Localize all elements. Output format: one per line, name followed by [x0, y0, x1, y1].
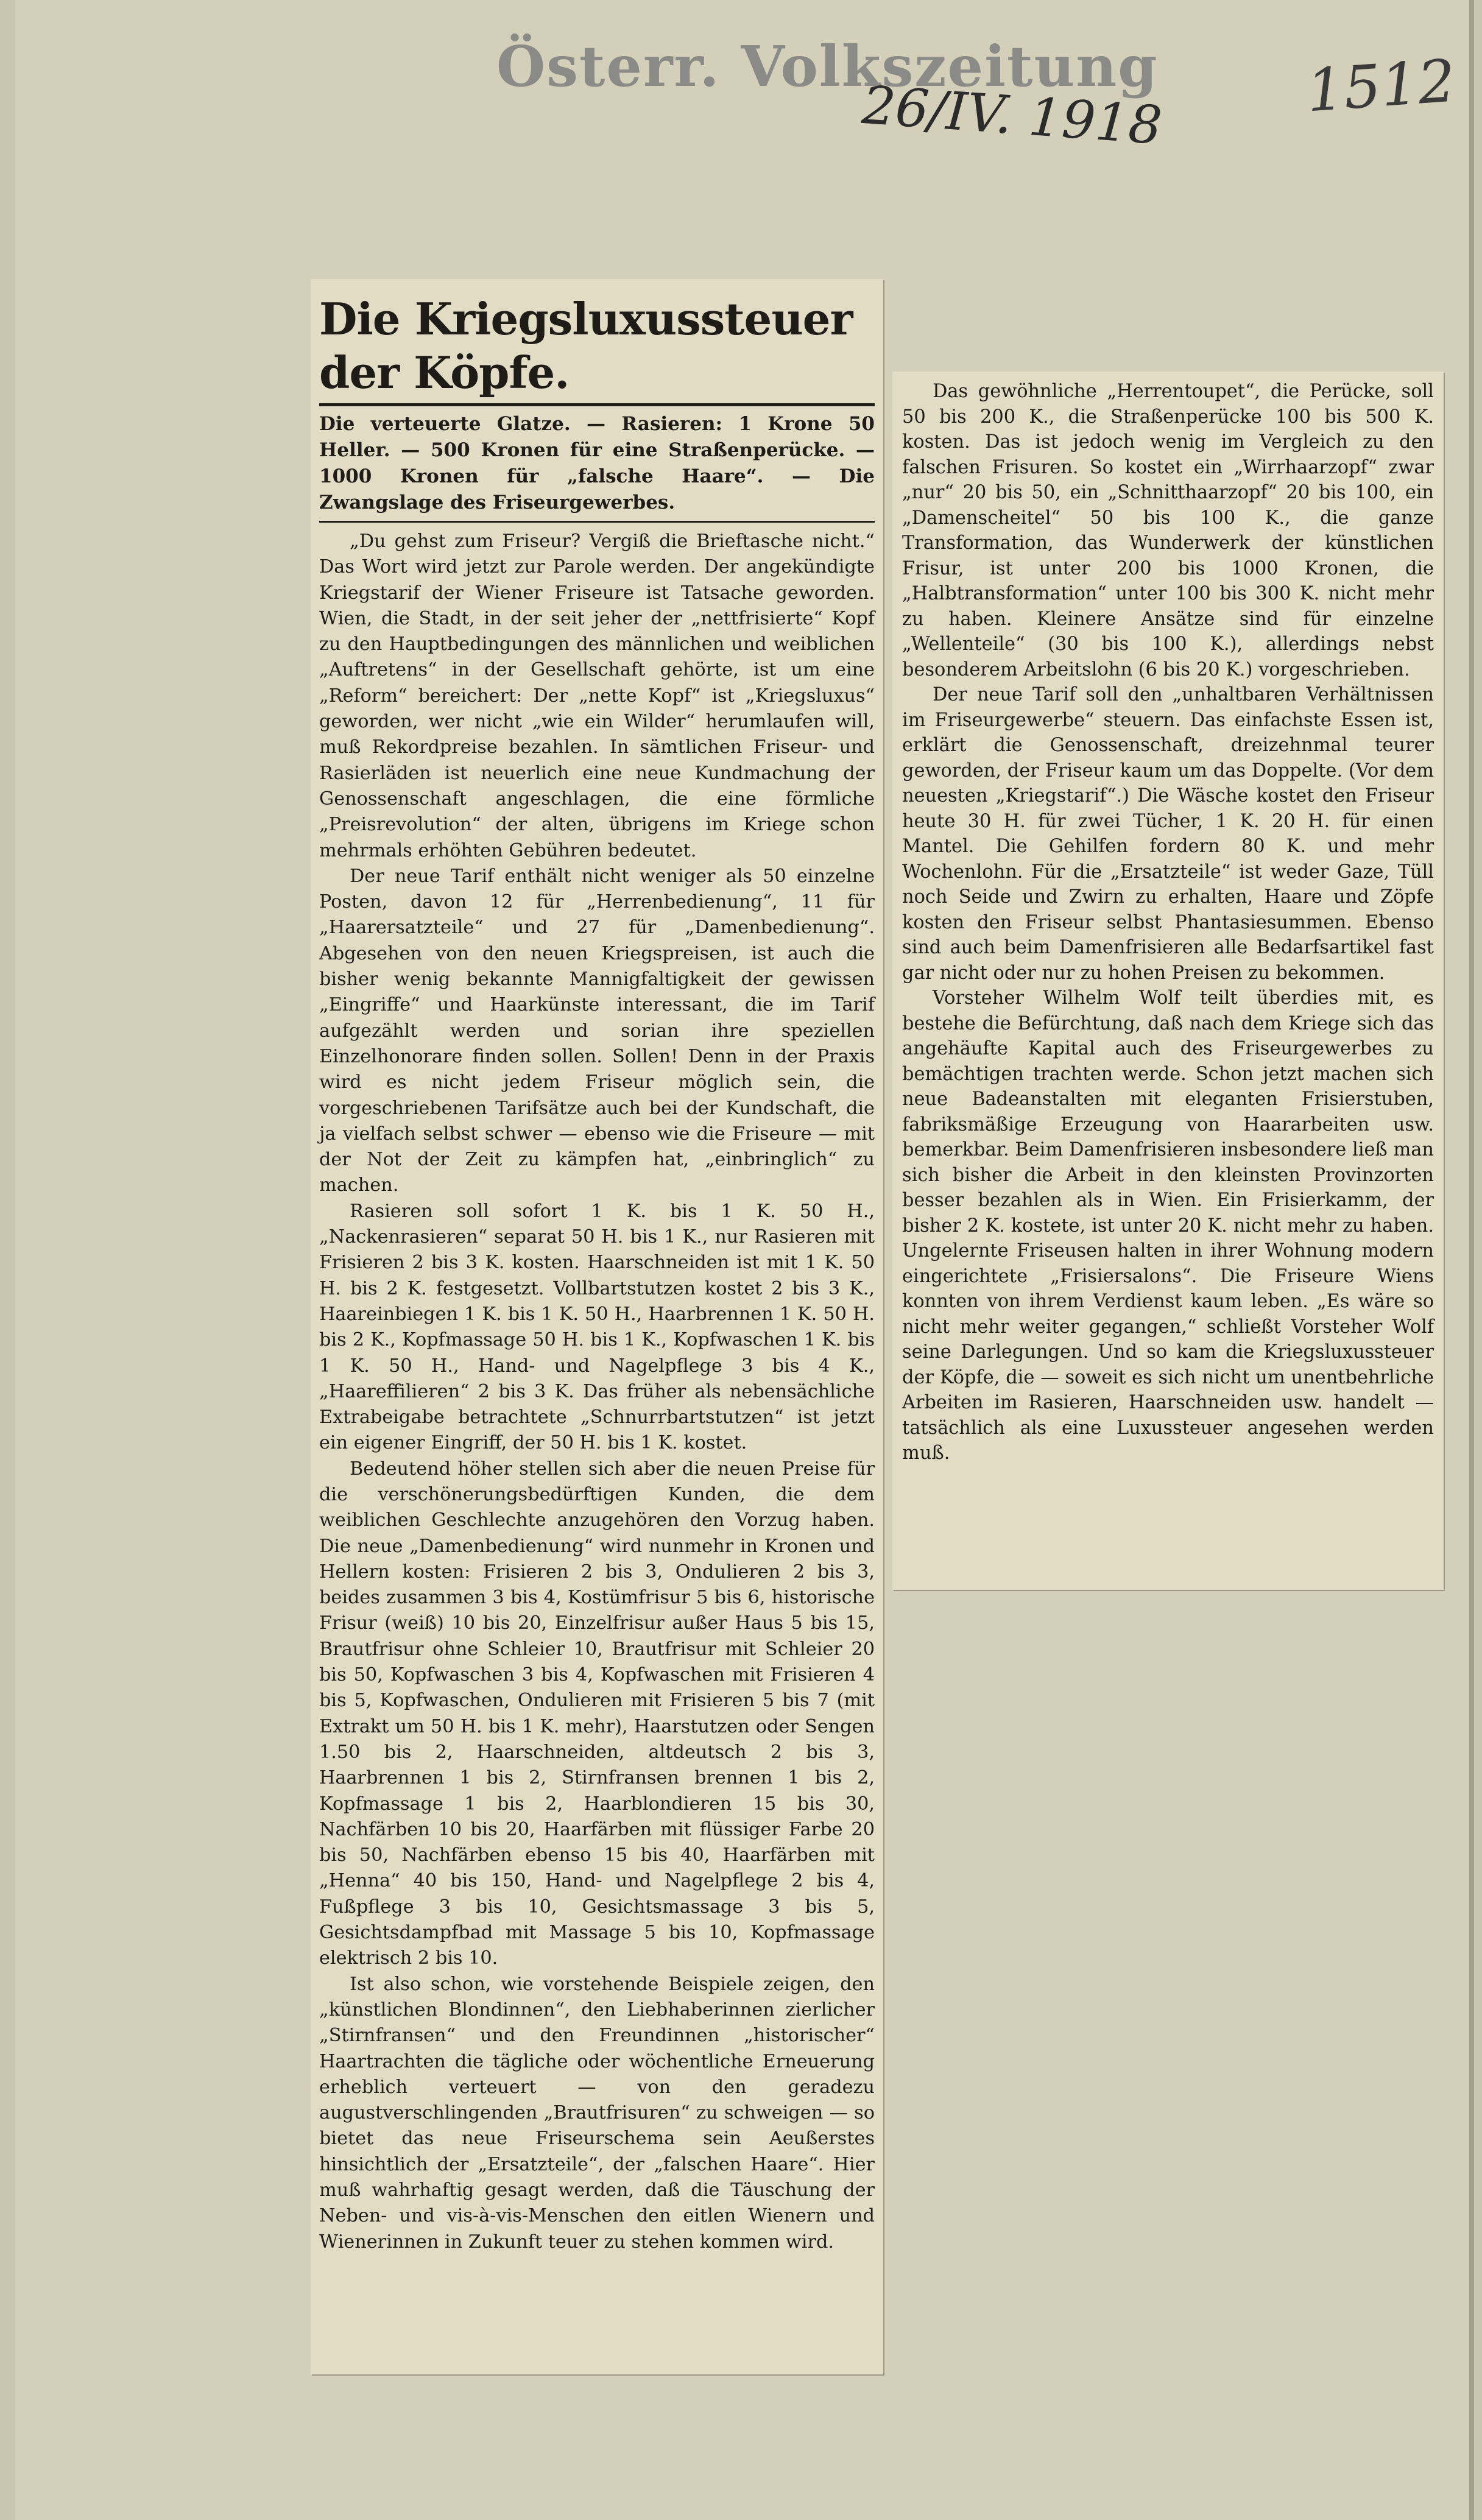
paragraph: Der neue Tarif enthält nicht weniger als 50 einzelne Posten, davon 12 für „Herrenbedienung“, 11 für „Haarersatzteile“ und 27 für „Damenbedienung“. Abgesehen von den neuen Kriegspreisen, ist auch die bisher wenig bekannte Mannigfaltigkeit der gewissen „Eingriffe“ und Haarkünste interessant, die im Tarif aufgezählt werden und sorian ihre speziellen Einzelhonorare finden sollen. Sollen! Denn in der Praxis wird es nicht jedem Friseur möglich sein, die vorgeschriebenen Tarifsätze auch bei der Kundschaft, die ja vielfach selbst schwer — ebenso wie die Friseure — mit der Not der Zeit zu kämpfen hat, „einbringlich“ zu machen.: [319, 865, 875, 1196]
article-body-col1: [319, 529, 875, 2255]
paragraph: Bedeutend höher stellen sich aber die neuen Preise für die verschönerungsbedürftigen Kunden, die dem weiblichen Geschlechte anzugehören den Vorzug haben. Die neue „Damenbedienung“ wird nunmehr in Kronen und Hellern kosten: Frisieren 2 bis 3, Ondulieren 2 bis 3, beides zusammen 3 bis 4, Kostümfrisur 5 bis 6, historische Frisur (weiß) 10 bis 20, Einzelfrisur außer Haus 5 bis 15, Brautfrisur ohne Schleier 10, Brautfrisur mit Schleier 20 bis 50, Kopfwaschen 3 bis 4, Kopfwaschen mit Frisieren 4 bis 5, Kopfwaschen, Ondulieren mit Frisieren 5 bis 7 (mit Extrakt um 50 H. bis 1 K. mehr), Haarstutzen oder Sengen 1.50 bis 2, Haarschneiden, altdeutsch 2 bis 3, Haarbrennen 1 bis 2, Stirnfransen brennen 1 bis 2, Kopfmassage 1 bis 2, Haarblondieren 15 bis 30, Nachfärben 10 bis 20, Haarfärben mit flüssiger Farbe 20 bis 50, Nachfärben ebenso 15 bis 40, Haarfärben mit „Henna“ 40 bis 150, Hand- und Nagelpflege 2 bis 4, Fußpflege 3 bis 10, Gesichtsmassage 3 bis 5, Gesichtsdampfbad mit Massage 5 bis 10, Kopfmassage elektrisch 2 bis 10.: [319, 1458, 875, 1969]
article-body-col2: [902, 379, 1434, 1466]
clipping-column-1: [311, 279, 883, 2374]
handwritten-date: 26/IV. 1918: [860, 74, 1164, 157]
paragraph: Rasieren soll sofort 1 K. bis 1 K. 50 H., „Nackenrasieren“ separat 50 H. bis 1 K., nur Rasieren mit Frisieren 2 bis 3 K. kosten. Haarschneiden ist mit 1 K. 50 H. bis 2 K. festgesetzt. Vollbartstutzen kostet 2 bis 3 K., Haareinbiegen 1 K. bis 1 K. 50 H., Haarbrennen 1 K. 50 H. bis 2 K., Kopfmassage 50 H. bis 1 K., Kopfwaschen 1 K. bis 1 K. 50 H., Hand- und Nagelpflege 3 bis 4 K., „Haareffilieren“ 2 bis 3 K. Das früher als nebensächliche Extrabeigabe betrachtete „Schnurrbartstutzen“ ist jetzt ein eigener Eingriff, der 50 H. bis 1 K. kostet.: [319, 1200, 875, 1454]
paragraph: Vorsteher Wilhelm Wolf teilt überdies mit, es bestehe die Befürchtung, daß nach dem Kriege sich das angehäufte Kapital auch des Friseurgewerbes zu bemächtigen trachten werde. Schon jetzt machen sich neue Badeanstalten mit eleganten Frisierstuben, fabriksmäßige Erzeugung von Haararbeiten usw. bemerkbar. Beim Damenfrisieren insbesondere ließ man sich bisher die Arbeit in den kleinsten Provinzorten besser bezahlen als in Wien. Ein Frisierkamm, der bisher 2 K. kostete, ist unter 20 K. nicht mehr zu haben. Ungelernte Friseusen halten in ihrer Wohnung modern eingerichtete „Frisiersalons“. Die Friseure Wiens konnten von ihrem Verdienst kaum leben. „Es wäre so nicht mehr weiter gegangen,“ schließt Vorsteher Wolf seine Darlegungen. Und so kam die Kriegsluxussteuer der Köpfe, die — soweit es sich nicht um unentbehrliche Arbeiten im Rasieren, Haarschneiden usw. handelt — tatsächlich als eine Luxussteuer angesehen werden muß.: [902, 987, 1434, 1464]
clipping-column-2: [892, 372, 1444, 1590]
article-headline: Die Kriegsluxussteuer der Köpfe.: [319, 292, 875, 406]
archive-number: 1512: [1304, 46, 1458, 125]
paragraph: Der neue Tarif soll den „unhaltbaren Verhältnissen im Friseurgewerbe“ steuern. Das einfachste Essen ist, erklärt die Genossenschaft, dreizehnmal teurer geworden, der Friseur kaum um das Doppelte. (Vor dem neuesten „Kriegstarif“.) Die Wäsche kostet den Friseur heute 30 H. für zwei Tücher, 1 K. 20 H. für einen Mantel. Die Gehilfen fordern 80 K. und mehr Wochenlohn. Für die „Ersatzteile“ ist weder Gaze, Tüll noch Seide und Zwirn zu erhalten, Haare und Zöpfe kosten den Friseur selbst Phantasiesummen. Ebenso sind auch beim Damenfrisieren alle Bedarfsartikel fast gar nicht oder nur zu hohen Preisen zu bekommen.: [902, 684, 1434, 984]
newspaper-stamp: Österr. Volkszeitung: [496, 34, 1159, 99]
paragraph: Ist also schon, wie vorstehende Beispiele zeigen, den „künstlichen Blondinnen“, den Liebhaberinnen zierlicher „Stirnfransen“ und den Freundinnen „historischer“ Haartrachten die tägliche oder wöchentliche Erneuerung erheblich verteuert — von den geradezu augustverschlingenden „Brautfrisuren“ zu schweigen — so bietet das neue Friseurschema sein Aeußerstes hinsichtlich der „Ersatzteile“, der „falschen Haare“. Hier muß wahrhaftig gesagt werden, daß die Täuschung der Neben- und vis-à-vis-Menschen den eitlen Wienern und Wienerinnen in Zukunft teuer zu stehen kommen wird.: [319, 1973, 875, 2253]
article-subheadline: Die verteuerte Glatze. — Rasieren: 1 Krone 50 Heller. — 500 Kronen für eine Straßenperücke. — 1000 Kronen für „falsche Haare“. — Die Zwangslage des Friseurgewerbes.: [319, 411, 875, 523]
paragraph: „Du gehst zum Friseur? Vergiß die Brieftasche nicht.“ Das Wort wird jetzt zur Parole werden. Der angekündigte Kriegstarif der Wiener Friseure ist Tatsache geworden. Wien, die Stadt, in der seit jeher der „nettfrisierte“ Kopf zu den Hauptbedingungen des männlichen und weiblichen „Auftretens“ in der Gesellschaft gehörte, ist um eine „Reform“ bereichert: Der „nette Kopf“ ist „Kriegsluxus“ geworden, wer nicht „wie ein Wilder“ herumlaufen will, muß Rekordpreise bezahlen. In sämtlichen Friseur- und Rasierläden ist neuerlich eine neue Kundmachung der Genossenschaft angeschlagen, die eine förmliche „Preisrevolution“ der alten, übrigens im Kriege schon mehrmals erhöhten Gebühren bedeutet.: [319, 531, 875, 861]
paragraph: Das gewöhnliche „Herrentoupet“, die Perücke, soll 50 bis 200 K., die Straßenperücke 100 bis 500 K. kosten. Das ist jedoch wenig im Vergleich zu den falschen Frisuren. So kostet ein „Wirrhaarzopf“ zwar „nur“ 20 bis 50, ein „Schnitthaarzopf“ 20 bis 100, ein „Damenscheitel“ 50 bis 100 K., die ganze Transformation, das Wunderwerk der künstlichen Frisur, ist unter 200 bis 1000 Kronen, die „Halbtransformation“ unter 100 bis 300 K. nicht mehr zu haben. Kleinere Ansätze sind für einzelne „Wellenteile“ (30 bis 100 K.), allerdings nebst besonderem Arbeitslohn (6 bis 20 K.) vorgeschrieben.: [902, 381, 1434, 680]
